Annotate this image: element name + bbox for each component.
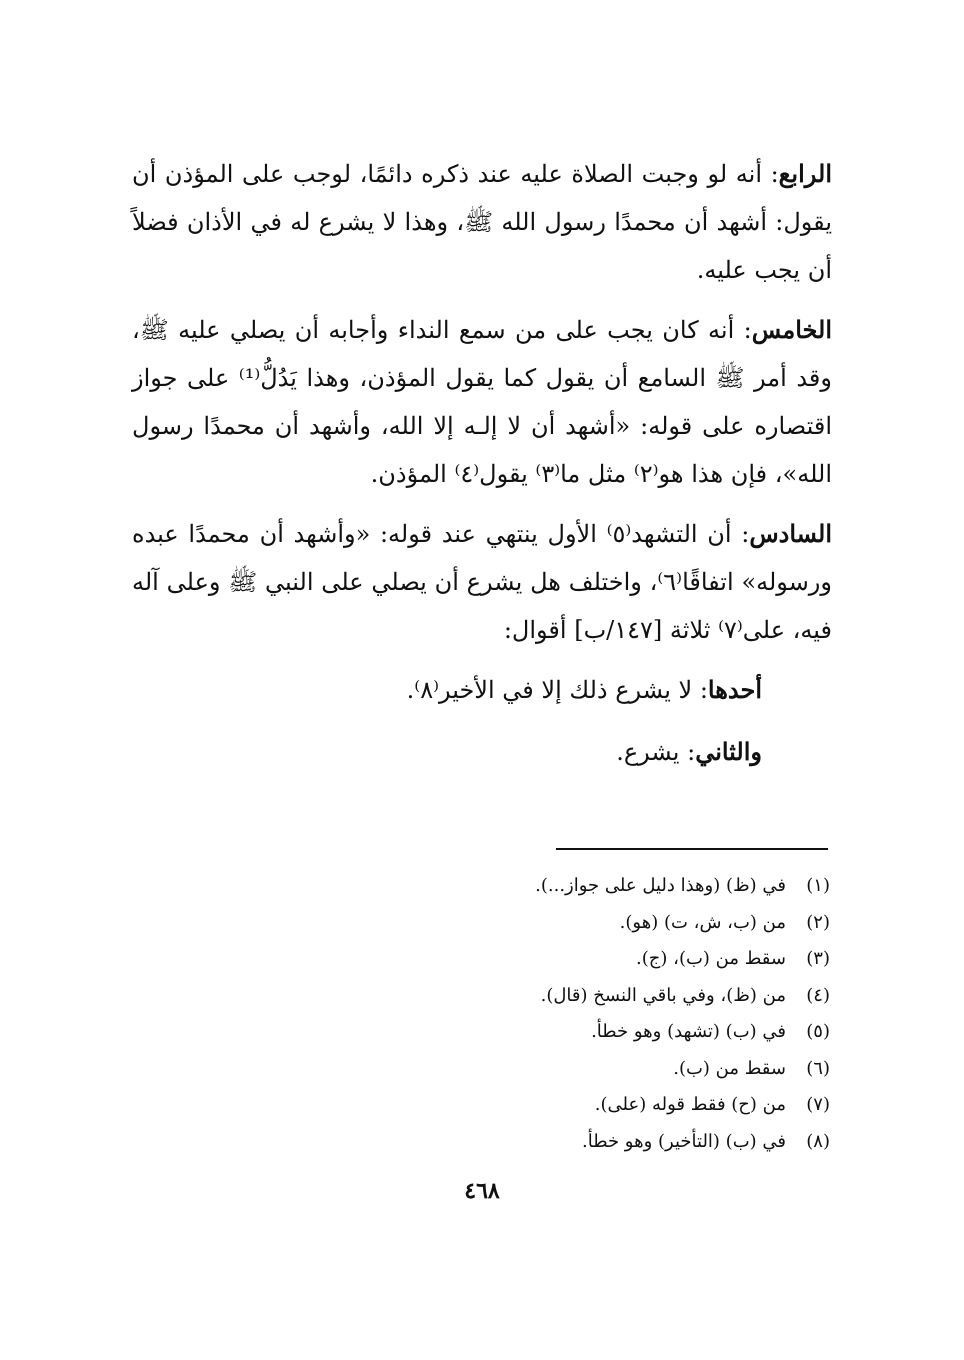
saying-first — [132, 666, 832, 714]
footnotes — [300, 868, 830, 1160]
paragraph-body: : أنه لو وجبت الصلاة عليه عند ذكره دائمًا، لوجب على المؤذن أن يقول: أشهد أن محمدًا رسول الله ﷺ، وهذا لا يشرع له في الأذان فضلاً أن يجب عليه. — [132, 160, 832, 284]
footnote-text: في (ظ) (وهذا دليل على جواز...). — [535, 875, 786, 896]
footnote-divider — [556, 848, 828, 850]
footnote-number: (٢) — [806, 911, 830, 933]
footnote-item — [300, 1051, 830, 1088]
footnote-text: في (ب) (تشهد) وهو خطأ. — [591, 1021, 786, 1042]
footnote-text: من (ظ)، وفي باقي النسخ (قال). — [540, 984, 786, 1006]
saying-heading: أحدها — [707, 675, 762, 704]
paragraph-heading: السادس — [749, 519, 833, 548]
footnote-number: (٨) — [806, 1130, 830, 1152]
saying-body: : لا يشرع ذلك إلا في الأخير⁽٨⁾. — [406, 676, 708, 704]
footnote-item — [300, 1124, 830, 1161]
footnote-text: سقط من (ب)، (ج). — [636, 948, 786, 969]
paragraph-heading: الرابع — [778, 159, 832, 188]
footnote-text: في (ب) (التأخير) وهو خطأ. — [581, 1130, 786, 1152]
footnote-text: سقط من (ب). — [673, 1057, 786, 1079]
footnote-item — [300, 1014, 830, 1051]
saying-heading: والثاني — [695, 737, 762, 766]
saying-second — [132, 728, 832, 776]
footnote-number: (٧) — [806, 1094, 830, 1115]
paragraph-heading: الخامس — [751, 315, 832, 344]
footnote-number: (٣) — [806, 948, 830, 969]
paragraph-fifth — [132, 306, 832, 498]
footnote-number: (١) — [806, 875, 830, 896]
footnote-item — [300, 941, 830, 978]
footnote-item — [300, 905, 830, 942]
paragraph-body: : أنه كان يجب على من سمع النداء وأجابه أن يصلي عليه ﷺ، وقد أمر ﷺ السامع أن يقول كما يقول المؤذن، وهذا يَدُلُّ⁽¹⁾ على جواز اقتصاره على قوله: «أشهد أن لا إلـه إلا الله، وأشهد أن محمدًا رسول الله»، فإن هذا هو⁽٢⁾ مثل ما⁽٣⁾ يقول⁽٤⁾ المؤذن. — [132, 316, 832, 488]
footnote-number: (٤) — [806, 984, 830, 1006]
page-number: ٤٦٨ — [464, 1178, 500, 1204]
main-text — [132, 150, 832, 790]
paragraph-body: : أن التشهد⁽٥⁾ الأول ينتهي عند قوله: «وأشهد أن محمدًا عبده ورسوله» اتفاقًا⁽٦⁾، واختلف هل يشرع أن يصلي على النبي ﷺ وعلى آله فيه، على⁽٧⁾ ثلاثة [١٤٧/ب] أقوال: — [132, 520, 832, 644]
saying-body: : يشرع. — [616, 738, 696, 766]
footnote-text: من (ح) فقط قوله (على). — [594, 1094, 786, 1115]
footnote-item — [300, 978, 830, 1015]
footnote-number: (٥) — [806, 1021, 830, 1042]
paragraph-sixth — [132, 510, 832, 654]
paragraph-fourth — [132, 150, 832, 294]
footnote-item — [300, 868, 830, 905]
footnote-text: من (ب، ش، ت) (هو). — [619, 911, 786, 933]
footnote-number: (٦) — [806, 1057, 830, 1079]
footnote-item — [300, 1087, 830, 1124]
